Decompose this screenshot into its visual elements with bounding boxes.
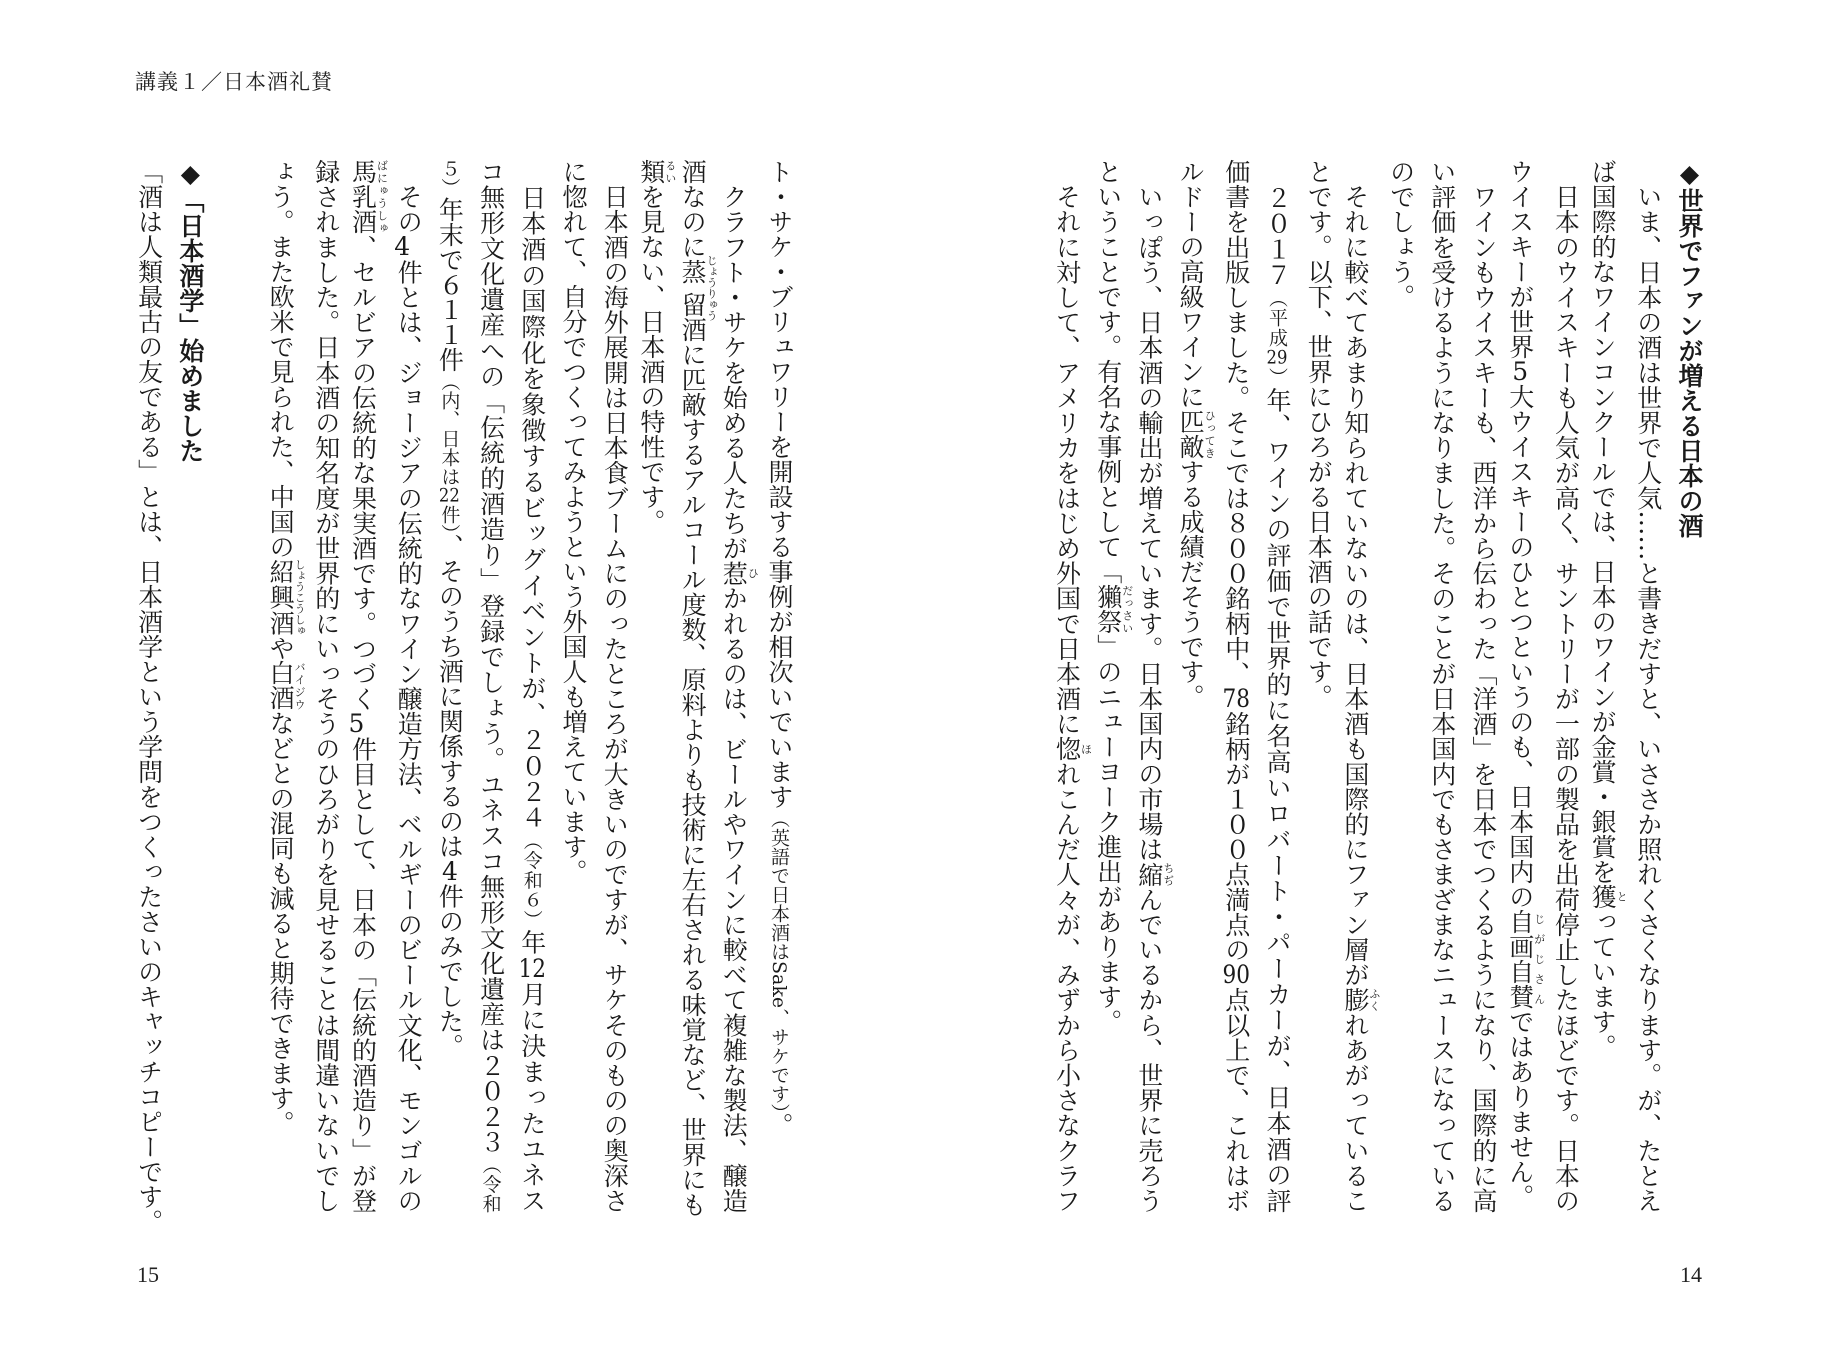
furigana: バイジウ <box>293 660 307 711</box>
ruby-word: 紹興酒しょうこうしゅ <box>266 558 307 636</box>
ruby-word: 蒸留じょうりゅう <box>678 255 719 321</box>
furigana: だっさい <box>1120 584 1134 634</box>
upright-number: 4 <box>441 858 458 884</box>
parenthetical-note: （令和 <box>479 1154 502 1214</box>
furigana: ふく <box>1367 987 1381 1013</box>
text-line: いま、日本の酒は世界で人気……と書きだすと、いささか照れくさくなります。が、たとえ <box>1633 159 1663 1213</box>
ruby-word: 匹敵ひってき <box>1176 409 1217 459</box>
text-line: それに較べてあまり知られていないのは、日本酒も国際的にファン層が膨ふくれあがっているこ <box>1340 159 1381 1214</box>
furigana: ほ <box>1079 736 1093 762</box>
ruby-word: 馬乳酒ばにゅうしゅ <box>348 159 389 235</box>
text-line: 類るいを見ない、日本酒の特性です。 <box>636 159 677 534</box>
text-line: コ無形文化遺産への「伝統的酒造り」登録でしょう。ユネスコ無形文化遺産は２０２３（令和 <box>476 159 506 1214</box>
ruby-word: 獲と <box>1588 884 1629 909</box>
text-line: ト・サケ・ブリュワリーを開設する事例が相次いでいます（英語で日本酒はSake、サケです）。 <box>765 159 794 1138</box>
upright-number: 78 <box>1222 686 1251 712</box>
upright-number: 5 <box>348 711 365 737</box>
parenthetical-note: （内、日本は22件） <box>438 372 461 534</box>
ruby-word: 自画自賛じがじさん <box>1505 909 1546 1009</box>
text-line: ５）年末で６１１件（内、日本は22件）、そのうち酒に関係するのは4件のみでした。 <box>435 159 465 1059</box>
text-line: 日本酒の国際化を象徴するビッグイベントが、２０２４（令和６）年12月に決まったユネス <box>517 159 547 1214</box>
parenthetical-note: （平成29） <box>1266 288 1288 388</box>
text-line: ルドーの高級ワインに匹敵ひってきする成績だそうです。 <box>1176 159 1217 709</box>
latin-word: Sake <box>768 961 790 1009</box>
text-line: それに対して、アメリカをはじめ外国で日本酒に惚ほれこんだ人々が、みずから小さなクラフ <box>1052 159 1093 1214</box>
furigana: ばにゅうしゅ <box>375 159 389 235</box>
page-number-left: 15 <box>137 1262 159 1287</box>
ruby-word: 白酒バイジウ <box>266 660 307 711</box>
text-line: とです。以下、世界にひろがる日本酒の話です。 <box>1304 159 1334 709</box>
ruby-word: 膨ふく <box>1340 987 1381 1013</box>
text-line: 馬乳酒ばにゅうしゅ、セルビアの伝統的な果実酒です。つづく5件目として、日本の「伝統的酒造り」が登 <box>348 159 389 1214</box>
text-line: ウイスキーが世界5大ウイスキーのひとつというのも、日本国内の自画自賛じがじさんではありません。 <box>1505 159 1546 1209</box>
section-heading: ◆「日本酒学」始めました <box>175 159 205 463</box>
ruby-word: 縮ちぢ <box>1134 861 1175 887</box>
text-line: ２０１７（平成29）年、ワインの評価で世界的に名高いロバート・パーカーが、日本酒の評 <box>1263 159 1292 1214</box>
upright-number: 22 <box>438 486 460 505</box>
text-line: 日本酒の海外展開は日本食ブームにのったところが大きいのですが、サケそのものの奥深さ <box>600 159 630 1213</box>
furigana: じょうりゅう <box>705 255 719 321</box>
text-line: のでしょう。 <box>1386 159 1416 309</box>
text-line: 「酒は人類最古の友である」とは、日本酒学という学問をつくったさいのキャッチコピーです。 <box>134 159 164 1234</box>
upright-number: 12 <box>518 955 547 981</box>
text-line: いっぽう、日本酒の輸出が増えています。日本国内の市場は縮ちぢんでいるから、世界に売ろう <box>1134 159 1175 1214</box>
upright-number: 5 <box>1512 359 1529 384</box>
text-line: 日本のウイスキーも人気が高く、サントリーが一部の製品を出荷停止したほどです。日本の <box>1551 159 1581 1213</box>
running-head: 講義１／日本酒礼賛 <box>135 70 333 94</box>
text-line: ば国際的なワインコンクールでは、日本のワインが金賞・銀賞を獲とっています。 <box>1588 159 1629 1059</box>
text-line: 価書を出版しました。そこでは８００銘柄中、78銘柄が１００点満点の90点以上で、これはボ <box>1221 159 1251 1214</box>
furigana: ひ <box>746 560 760 586</box>
furigana: ひってき <box>1203 409 1217 459</box>
parenthetical-note: （英語で日本酒はSake、サケです） <box>768 809 790 1113</box>
ruby-word: 類るい <box>636 159 677 184</box>
furigana: しょうこうしゅ <box>293 558 307 636</box>
ruby-word: 惹ひ <box>719 560 760 586</box>
furigana: じがじさん <box>1532 909 1546 1009</box>
upright-number: 90 <box>1222 962 1251 988</box>
text-line: い評価を受けるようになりました。そのことが日本国内でもさまざまなニュースになっている <box>1427 159 1457 1213</box>
text-line: その4件とは、ジョージアの伝統的なワイン醸造方法、ベルギーのビール文化、モンゴルの <box>394 159 424 1214</box>
text-line: ょう。また欧米で見られた、中国の紹興酒しょうこうしゅや白酒バイジウなどとの混同も減ると期待できます。 <box>266 159 307 1136</box>
upright-number: 29 <box>1266 347 1288 367</box>
section-heading: ◆世界でファンが増える日本の酒 <box>1675 159 1704 538</box>
ruby-word: 惚ほ <box>1052 736 1093 762</box>
furigana: と <box>1615 884 1629 909</box>
upright-number: 4 <box>394 234 411 260</box>
furigana: ちぢ <box>1161 861 1175 887</box>
ruby-word: 獺祭だっさい <box>1093 584 1134 634</box>
page-number-right: 14 <box>1680 1262 1702 1287</box>
text-line: に惚れて、自分でつくってみようという外国人も増えています。 <box>559 159 588 884</box>
furigana: るい <box>663 159 677 184</box>
text-line: クラフト・サケを始める人たちが惹ひかれるのは、ビールやワインに較べて複雑な製法、醸造 <box>719 159 760 1214</box>
parenthetical-note: （令和６） <box>520 830 543 930</box>
parenthetical-note: ５） <box>438 159 461 197</box>
text-line: 酒なのに蒸留じょうりゅう酒に匹敵するアルコール度数、原料よりも技術に左右される味覚など、世界にも <box>678 159 719 1217</box>
text-line: ということです。有名な事例として「獺祭だっさい」のニューヨーク進出があります。 <box>1093 159 1134 1034</box>
text-line: 録されました。日本酒の知名度が世界的にいっそうのひろがりを見せることは間違いないでし <box>311 159 341 1213</box>
text-line: ワインもウイスキーも、西洋から伝わった「洋酒」を日本でつくるようになり、国際的に高 <box>1469 159 1498 1213</box>
